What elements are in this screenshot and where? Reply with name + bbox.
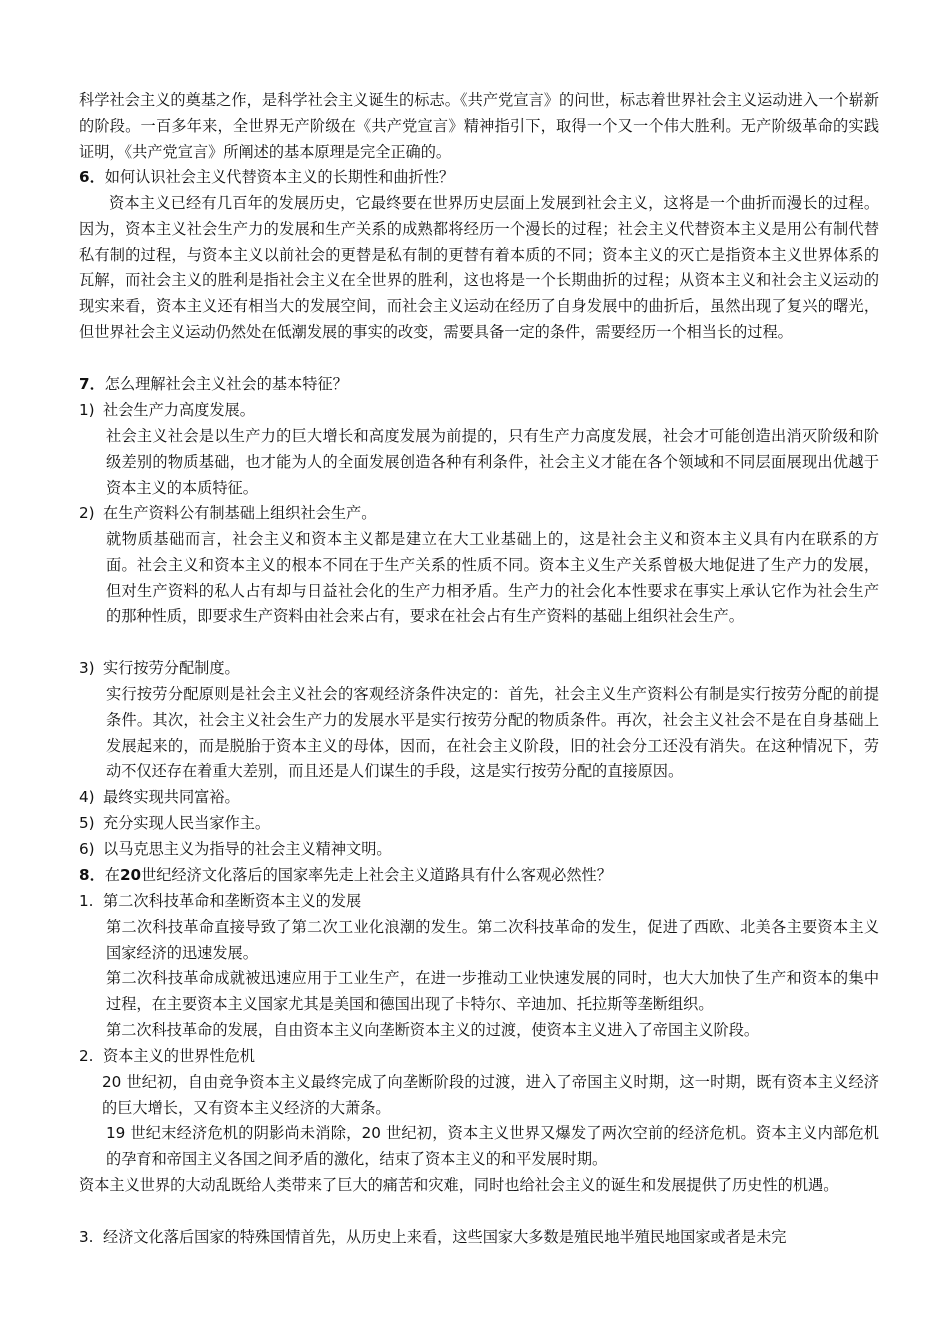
question-6 xyxy=(79,165,454,191)
paragraph-intro: 科学社会主义的奠基之作，是科学社会主义诞生的标志。《共产党宣言》的问世，标志着世界社会主义运动进入一个崭新的阶段。一百多年来，全世界无产阶级在《共产党宣言》精神指引下，取得一个又一个伟大胜利。无产阶级革命的实践证明，《共产党宣言》所阐述的基本原理是完全正确的。 xyxy=(79,91,879,161)
paragraph-section-1-a: 第二次科技革命直接导致了第二次工业化浪潮的发生。第二次科技革命的发生，促进了西欧、北美各主要资本主义国家经济的迅速发展。 xyxy=(106,918,879,962)
list-item-4 xyxy=(79,785,240,811)
section-number: 2. xyxy=(79,1047,94,1065)
list-item-title: 最终实现共同富裕。 xyxy=(103,788,240,806)
paragraph-section-1-b: 第二次科技革命成就被迅速应用于工业生产，在进一步推动工业快速发展的同时，也大大加快了生产和资本的集中过程，在主要资本主义国家尤其是美国和德国出现了卡特尔、辛迪加、托拉斯等垄断组织。 xyxy=(106,969,879,1013)
list-number: 4) xyxy=(79,788,95,806)
question-text-a: 在 xyxy=(104,866,120,884)
paragraph-section-1-c: 第二次科技革命的发展，自由资本主义向垄断资本主义的过渡，使资本主义进入了帝国主义阶段。 xyxy=(106,1021,760,1039)
paragraph-item-1: 社会主义社会是以生产力的巨大增长和高度发展为前提的，只有生产力高度发展，社会才可能创造出消灭阶级和阶级差别的物质基础，也才能为人的全面发展创造各种有利条件，社会主义才能在各个领域和不同层面展现出优越于资本主义的本质特征。 xyxy=(106,427,879,497)
section-title: 资本主义的世界性危机 xyxy=(103,1047,255,1065)
section-3 xyxy=(79,1225,786,1251)
question-number: 6． xyxy=(79,168,105,186)
list-item-5 xyxy=(79,811,270,837)
paragraph-answer-6: 资本主义已经有几百年的发展历史，它最终要在世界历史层面上发展到社会主义，这将是一个曲折而漫长的过程。因为，资本主义社会生产力的发展和生产关系的成熟都将经历一个漫长的过程；社会主义代替资本主义是用公有制代替私有制的过程，与资本主义以前社会的更替是私有制的更替有着本质的不同；资本主义的灭亡是指资本主义世界体系的瓦解，而社会主义的胜利是指社会主义在全世界的胜利，这也将是一个长期曲折的过程；从资本主义和社会主义运动的现实来看，资本主义还有相当大的发展空间，而社会主义运动在经历了自身发展中的曲折后，虽然出现了复兴的曙光，但世界社会主义运动仍然处在低潮发展的事实的改变，需要具备一定的条件，需要经历一个相当长的过程。 xyxy=(79,194,879,341)
list-number: 3) xyxy=(79,659,95,677)
list-item-title: 社会生产力高度发展。 xyxy=(103,401,255,419)
list-item-6 xyxy=(79,837,392,863)
section-2 xyxy=(79,1044,255,1070)
list-number: 6) xyxy=(79,840,95,858)
question-7 xyxy=(79,372,348,398)
list-item-title: 实行按劳分配制度。 xyxy=(103,659,240,677)
list-item-1 xyxy=(79,398,255,424)
question-text: 如何认识社会主义代替资本主义的长期性和曲折性？ xyxy=(104,168,455,186)
section-title: 经济文化落后国家的特殊国情首先，从历史上来看，这些国家大多数是殖民地半殖民地国家或者是未完 xyxy=(103,1228,787,1246)
question-number: 7． xyxy=(79,375,105,393)
list-item-title: 充分实现人民当家作主。 xyxy=(103,814,271,832)
list-item-3 xyxy=(79,656,240,682)
question-text-year: 20 xyxy=(119,866,142,884)
paragraph-item-2: 就物质基础而言，社会主义和资本主义都是建立在大工业基础上的，这是社会主义和资本主义具有内在联系的方面。社会主义和资本主义的根本不同在于生产关系的性质不同。资本主义生产关系曾极大地促进了生产力的发展，但对生产资料的私人占有却与日益社会化的生产力相矛盾。生产力的社会化本性要求在事实上承认它作为社会生产的那种性质，即要求生产资料由社会来占有，要求在社会占有生产资料的基础上组织社会生产。 xyxy=(106,530,879,626)
question-text: 怎么理解社会主义社会的基本特征？ xyxy=(104,375,348,393)
section-1 xyxy=(79,889,361,915)
question-number: 8． xyxy=(79,866,105,884)
paragraph-section-2-a: 20 世纪初，自由竞争资本主义最终完成了向垄断阶段的过渡，进入了帝国主义时期，这一时期，既有资本主义经济的巨大增长，又有资本主义经济的大萧条。 xyxy=(102,1073,879,1117)
list-item-title: 在生产资料公有制基础上组织社会生产。 xyxy=(103,504,377,522)
list-number: 5) xyxy=(79,814,95,832)
paragraph-section-2-b: 19 世纪末经济危机的阴影尚未消除，20 世纪初，资本主义世界又爆发了两次空前的经济危机。资本主义内部危机的孕育和帝国主义各国之间矛盾的激化，结束了资本主义的和平发展时期。 xyxy=(106,1124,879,1168)
section-number: 1. xyxy=(79,892,94,910)
paragraph-section-2-c: 资本主义世界的大动乱既给人类带来了巨大的痛苦和灾难，同时也给社会主义的诞生和发展提供了历史性的机遇。 xyxy=(79,1176,839,1194)
list-item-2 xyxy=(79,501,376,527)
list-number: 1) xyxy=(79,401,95,419)
list-number: 2) xyxy=(79,504,95,522)
section-title: 第二次科技革命和垄断资本主义的发展 xyxy=(103,892,362,910)
paragraph-item-3: 实行按劳分配原则是社会主义社会的客观经济条件决定的：首先，社会主义生产资料公有制是实行按劳分配的前提条件。其次，社会主义社会生产力的发展水平是实行按劳分配的物质条件。再次，社会主义社会不是在自身基础上发展起来的，而是脱胎于资本主义的母体，因而，在社会主义阶段，旧的社会分工还没有消失。在这种情况下，劳动不仅还存在着重大差别，而且还是人们谋生的手段，这是实行按劳分配的直接原因。 xyxy=(106,685,879,781)
question-text-b: 世纪经济文化落后的国家率先走上社会主义道路具有什么客观必然性？ xyxy=(141,866,612,884)
list-item-title: 以马克思主义为指导的社会主义精神文明。 xyxy=(103,840,392,858)
section-number: 3. xyxy=(79,1228,94,1246)
question-8 xyxy=(79,863,612,889)
